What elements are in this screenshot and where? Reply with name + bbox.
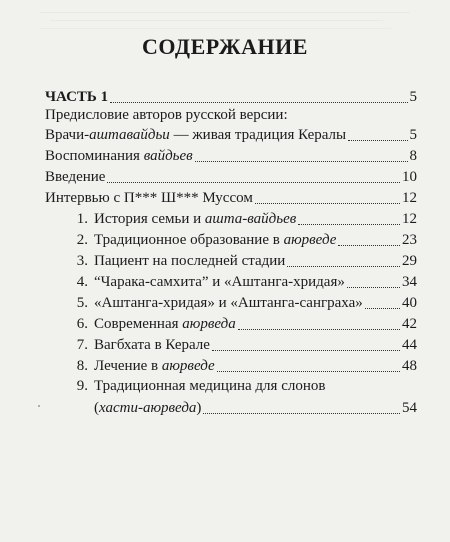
bleed-through-text	[40, 8, 410, 36]
toc-chapter	[70, 250, 417, 270]
page-number: 23	[402, 232, 417, 248]
dot-leader	[212, 350, 400, 351]
chapter-title: 8. Лечение в аюрведе	[76, 358, 215, 374]
dot-leader	[203, 413, 400, 414]
entry-title: Воспоминания вайдьев	[45, 148, 193, 164]
page-number: 8	[409, 148, 417, 164]
dot-leader	[107, 182, 400, 183]
toc-chapter	[70, 355, 417, 375]
paper-speck	[38, 405, 40, 407]
page-number: 54	[402, 400, 417, 416]
toc-chapter	[70, 271, 417, 291]
chapter-title: 5. «Аштанга-хридая» и «Аштанга-санграха»	[76, 295, 363, 311]
toc-entry	[45, 124, 417, 144]
toc-chapter-9-line1: 9. Традиционная медицина для слонов	[76, 378, 326, 394]
toc-chapter-9-line2	[94, 397, 417, 417]
dot-leader	[338, 245, 400, 246]
page-title: СОДЕРЖАНИЕ	[142, 34, 308, 59]
toc-chapter	[70, 313, 417, 333]
page-number: 34	[402, 274, 417, 290]
page-number: 42	[402, 316, 417, 332]
dot-leader	[110, 102, 407, 103]
toc-entry	[45, 187, 417, 207]
dot-leader	[347, 287, 400, 288]
chapter-title: 3. Пациент на последней стадии	[76, 253, 286, 269]
entry-title: Врачи-аштавайдьи — живая традиция Кералы	[45, 127, 347, 143]
chapter-title: 7. Вагбхата в Керале	[76, 337, 210, 353]
part-label: ЧАСТЬ 1	[45, 89, 109, 105]
dot-leader	[298, 224, 400, 225]
chapter-title: 4. “Чарака-самхита” и «Аштанга-хридая»	[76, 274, 345, 290]
entry-title: Интервью с П*** Ш*** Муссом	[45, 190, 253, 206]
page-number: 10	[402, 169, 417, 185]
entry-title: Введение	[45, 169, 106, 185]
toc-part-heading	[45, 86, 417, 106]
dot-leader	[348, 140, 407, 141]
dot-leader	[255, 203, 400, 204]
toc-chapter	[70, 292, 417, 312]
page-number: 12	[402, 190, 417, 206]
page-number: 5	[409, 89, 417, 105]
dot-leader	[238, 329, 400, 330]
page-number: 40	[402, 295, 417, 311]
chapter-title: 2. Традиционное образование в аюрведе	[76, 232, 337, 248]
chapter-title: 1. История семьи и ашта-вайдьев	[76, 211, 297, 227]
page-number: 5	[409, 127, 417, 143]
dot-leader	[195, 161, 408, 162]
dot-leader	[217, 371, 400, 372]
page-number: 29	[402, 253, 417, 269]
dot-leader	[287, 266, 400, 267]
dot-leader	[365, 308, 400, 309]
page-number: 44	[402, 337, 417, 353]
chapter-title: (хасти-аюрведа)	[94, 400, 202, 416]
toc-chapter	[70, 334, 417, 354]
toc-entry	[45, 145, 417, 165]
toc-chapter	[70, 229, 417, 249]
toc-entry	[45, 166, 417, 186]
page-number: 48	[402, 358, 417, 374]
toc-preface-heading: Предисловие авторов русской версии:	[45, 107, 288, 123]
page-number: 12	[402, 211, 417, 227]
toc-chapter	[70, 208, 417, 228]
chapter-title: 6. Современная аюрведа	[76, 316, 236, 332]
